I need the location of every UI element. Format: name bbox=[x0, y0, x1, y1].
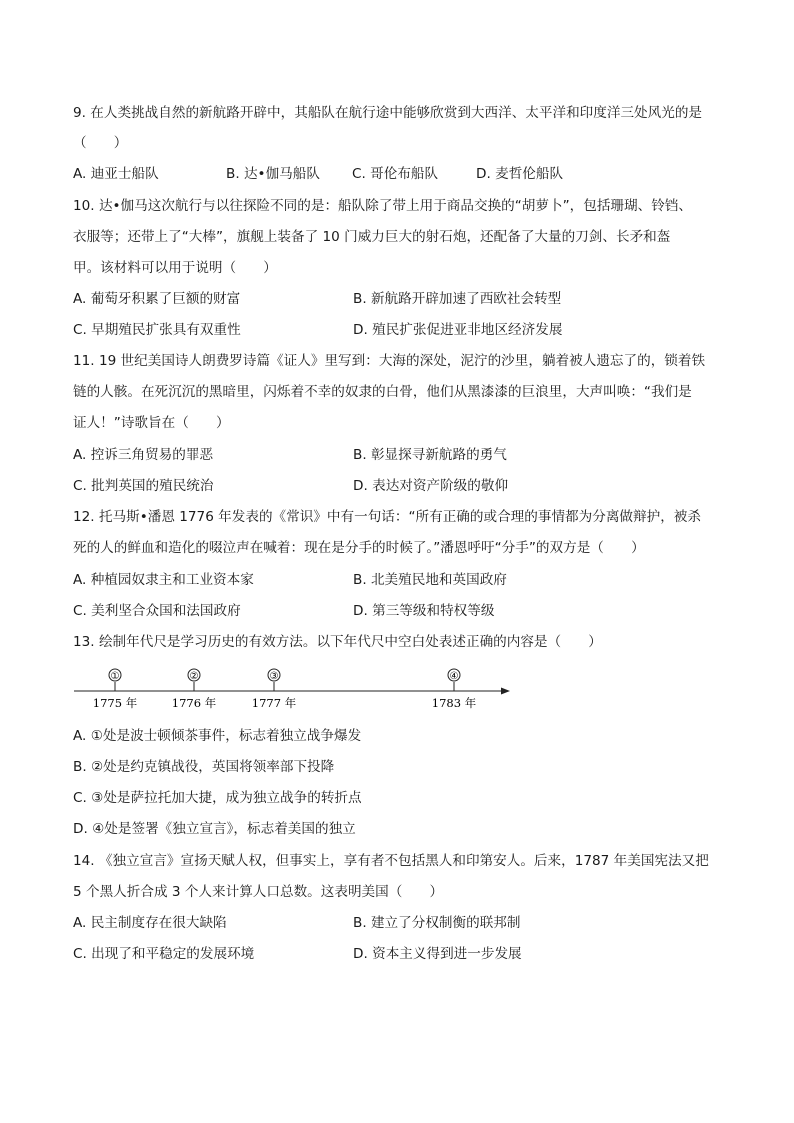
q12-option-c: C. 美利坚合众国和法国政府 bbox=[73, 603, 241, 619]
q11-stem-line-3: 证人！”诗歌旨在（ ） bbox=[73, 415, 230, 431]
q9-option-a: A. 迪亚士船队 bbox=[73, 166, 159, 182]
q10-option-d: D. 殖民扩张促进亚非地区经济发展 bbox=[353, 322, 563, 338]
timeline-marker-4: ④ bbox=[449, 671, 459, 682]
q10-stem-line-3: 甲。该材料可以用于说明（ ） bbox=[73, 260, 277, 276]
q10-option-c: C. 早期殖民扩张具有双重性 bbox=[73, 322, 241, 338]
timeline-year-1: 1775 年 bbox=[92, 696, 138, 710]
timeline-marker-1: ① bbox=[110, 671, 120, 682]
q13-option-d: D. ④处是签署《独立宣言》，标志着美国的独立 bbox=[73, 821, 356, 837]
q13-stem-line-1: 13. 绘制年代尺是学习历史的有效方法。以下年代尺中空白处表述正确的内容是（ ） bbox=[73, 634, 602, 650]
q14-option-b: B. 建立了分权制衡的联邦制 bbox=[353, 915, 521, 931]
q11-option-d: D. 表达对资产阶级的敬仰 bbox=[353, 478, 509, 494]
q10-option-b: B. 新航路开辟加速了西欧社会转型 bbox=[353, 291, 562, 307]
timeline-tick-2 bbox=[172, 669, 217, 710]
q14-stem-line-2: 5 个黑人折合成 3 个人来计算人口总数。这表明美国（ ） bbox=[73, 884, 444, 900]
q12-option-b: B. 北美殖民地和英国政府 bbox=[353, 572, 507, 588]
q10-stem-line-1: 10. 达•伽马这次航行与以往探险不同的是：船队除了带上用于商品交换的“胡萝卜”，包括珊瑚、铃铛、 bbox=[73, 198, 692, 214]
q13-option-c: C. ③处是萨拉托加大捷，成为独立战争的转折点 bbox=[73, 790, 362, 806]
timeline-tick-1 bbox=[93, 669, 138, 710]
q12-option-d: D. 第三等级和特权等级 bbox=[353, 603, 495, 619]
q11-stem-line-2: 链的人骸。在死沉沉的黑暗里，闪烁着不幸的奴隶的白骨，他们从黑漆漆的巨浪里，大声叫唤：“我们是 bbox=[73, 384, 692, 400]
q12-stem-line-1: 12. 托马斯•潘恩 1776 年发表的《常识》中有一句话：“所有正确的或合理的事情都为分离做辩护，被杀 bbox=[73, 509, 701, 525]
q14-option-a: A. 民主制度存在很大缺陷 bbox=[73, 915, 227, 931]
q9-option-c: C. 哥伦布船队 bbox=[352, 166, 439, 182]
timeline-tick-4 bbox=[432, 669, 477, 710]
q14-stem-line-1: 14. 《独立宣言》宣扬天赋人权，但事实上，享有者不包括黑人和印第安人。后来，1787 年美国宪法又把 bbox=[73, 853, 709, 869]
timeline-year-3: 1777 年 bbox=[251, 696, 297, 710]
timeline-arrow-head bbox=[501, 688, 510, 695]
timeline-year-2: 1776 年 bbox=[171, 696, 217, 710]
timeline-diagram bbox=[70, 662, 520, 714]
q10-option-a: A. 葡萄牙积累了巨额的财富 bbox=[73, 291, 241, 307]
q14-option-d: D. 资本主义得到进一步发展 bbox=[353, 946, 522, 962]
timeline-tick-3 bbox=[252, 669, 297, 710]
q12-option-a: A. 种植园奴隶主和工业资本家 bbox=[73, 572, 254, 588]
timeline-marker-3: ③ bbox=[269, 671, 279, 682]
q9-option-b: B. 达•伽马船队 bbox=[226, 166, 320, 182]
q11-option-b: B. 彰显探寻新航路的勇气 bbox=[353, 447, 507, 463]
q9-stem-line-2: （ ） bbox=[73, 135, 128, 151]
q9-option-d: D. 麦哲伦船队 bbox=[476, 166, 564, 182]
q11-option-a: A. 控诉三角贸易的罪恶 bbox=[73, 447, 214, 463]
q13-option-b: B. ②处是约克镇战役，英国将领率部下投降 bbox=[73, 759, 335, 775]
timeline-marker-2: ② bbox=[189, 671, 199, 682]
q13-option-a: A. ①处是波士顿倾茶事件，标志着独立战争爆发 bbox=[73, 728, 362, 744]
q10-stem-line-2: 衣服等；还带上了“大棒”，旗舰上装备了 10 门威力巨大的射石炮，还配备了大量的刀剑、长矛和盔 bbox=[73, 229, 671, 245]
q11-option-c: C. 批判英国的殖民统治 bbox=[73, 478, 214, 494]
q9-stem-line-1: 9. 在人类挑战自然的新航路开辟中，其船队在航行途中能够欣赏到大西洋、太平洋和印度洋三处风光的是 bbox=[73, 105, 703, 121]
q14-option-c: C. 出现了和平稳定的发展环境 bbox=[73, 946, 255, 962]
q12-stem-line-2: 死的人的鲜血和造化的啜泣声在喊着：现在是分手的时候了。”潘恩呼吁“分手”的双方是（ ） bbox=[73, 540, 645, 556]
q11-stem-line-1: 11. 19 世纪美国诗人朗费罗诗篇《证人》里写到：大海的深处，泥泞的沙里，躺着被人遗忘了的，锁着铁 bbox=[73, 353, 706, 369]
timeline-year-4: 1783 年 bbox=[431, 696, 477, 710]
